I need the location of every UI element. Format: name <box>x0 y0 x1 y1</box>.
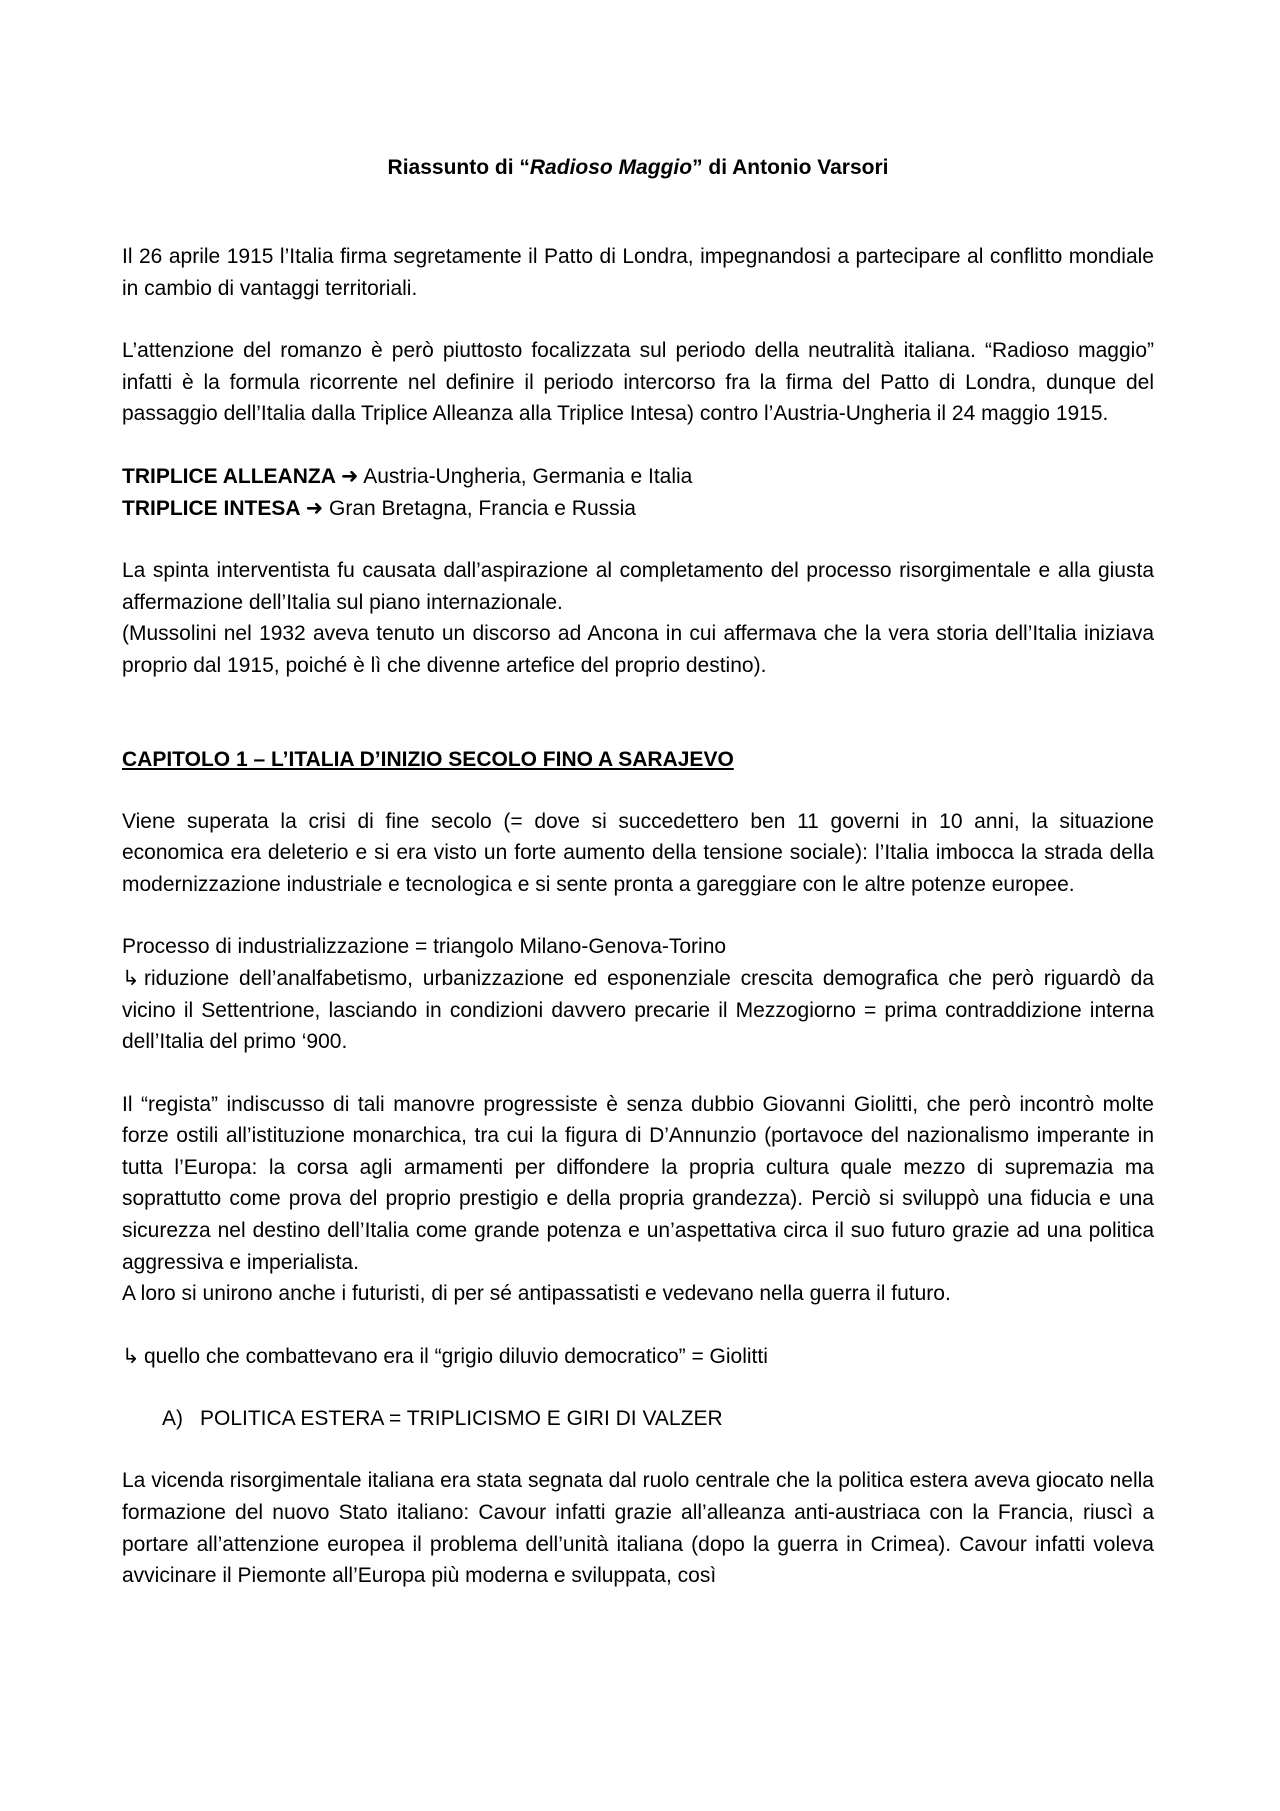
list-marker: A) <box>162 1407 183 1431</box>
list-item-text: POLITICA ESTERA = TRIPLICISMO E GIRI DI VALZER <box>200 1407 723 1431</box>
document-title <box>122 152 1154 183</box>
entente-text: Gran Bretagna, Francia e Russia <box>323 496 636 520</box>
analfabetismo-text: riduzione dell’analfabetismo, urbanizzazione ed esponenziale crescita demografica che però riguardò da vicino il Settentrione, lasciando in condizioni davvero precarie il Mezzogiorno = prima contraddizione interna dell’Italia del primo ‘900. <box>122 966 1154 1054</box>
paragraph-radioso-maggio: L’attenzione del romanzo è però piuttosto focalizzata sul periodo della neutralità italiana. “Radioso maggio” infatti è la formula ricorrente nel definire il periodo intercorso fra la firma del Patto di Londra, dunque del passaggio dell’Italia dalla Triplice Alleanza alla Triplice Intesa) contro l’Austria-Ungheria il 24 maggio 1915. <box>122 339 1154 426</box>
paragraph-spinta-interventista: La spinta interventista fu causata dall’aspirazione al completamento del processo risorgimentale e alla giusta affermazione dell’Italia sul piano internazionale. <box>122 559 1154 614</box>
return-arrow-icon: ↳ <box>122 1344 140 1368</box>
title-prefix: Riassunto di “ <box>387 156 530 179</box>
entente-label: TRIPLICE INTESA ➜ <box>122 496 324 520</box>
alliance-text: Austria-Ungheria, Germania e Italia <box>358 464 693 488</box>
paragraph-grigio-diluvio <box>122 1341 1154 1373</box>
paragraph-crisi-fine-secolo: Viene superata la crisi di fine secolo (= dove si succedettero ben 11 governi in 10 anni, la situazione economica era deleterio e si era visto un forte aumento della tensione sociale): l’Italia imbocca la strada della modernizzazione industriale e tecnologica e si sente pronta a gareggiare con le altre potenze europee. <box>122 809 1154 896</box>
return-arrow-icon: ↳ <box>122 966 140 990</box>
paragraph-giolitti: Il “regista” indiscusso di tali manovre progressiste è senza dubbio Giovanni Giolitti, che però incontrò molte forze ostili all’istituzione monarchica, tra cui la figura di D’Annunzio (portavoce del nazionalismo imperante in tutta l’Europa: la corsa agli armamenti per diffondere la propria cultura quale mezzo di supremazia ma soprattutto come prova del proprio prestigio e della propria grandezza). Perciò si sviluppò una fiducia e una sicurezza nel destino dell’Italia come grande potenza e un’aspettativa circa il suo futuro grazie ad una politica aggressiva e imperialista. <box>122 1092 1154 1274</box>
list-item-politica-estera <box>122 1403 1154 1434</box>
paragraph-mussolini: (Mussolini nel 1932 aveva tenuto un discorso ad Ancona in cui affermava che la vera storia dell’Italia iniziava proprio dal 1915, poiché è lì che divenne artefice del proprio destino). <box>122 622 1154 677</box>
paragraph-patto-londra: Il 26 aprile 1915 l’Italia firma segretamente il Patto di Londra, impegnandosi a partecipare al conflitto mondiale in cambio di vantaggi territoriali. <box>122 245 1154 300</box>
paragraph-cavour: La vicenda risorgimentale italiana era stata segnata dal ruolo centrale che la politica estera aveva giocato nella formazione del nuovo Stato italiano: Cavour infatti grazie all’alleanza anti-austriaca con la Francia, riuscì a portare all’attenzione europea il problema dell’unità italiana (dopo la guerra in Crimea). Cavour infatti voleva avvicinare il Piemonte all’Europa più moderna e sviluppata, così <box>122 1469 1154 1588</box>
grigio-diluvio-text: quello che combattevano era il “grigio diluvio democratico” = Giolitti <box>144 1344 768 1368</box>
title-italic: Radioso Maggio <box>529 156 693 179</box>
paragraph-futuristi: A loro si unirono anche i futuristi, di per sé antipassatisti e vedevano nella guerra il futuro. <box>122 1282 951 1306</box>
title-suffix: ” di Antonio Varsori <box>692 156 889 179</box>
alliance-line <box>122 461 1154 493</box>
entente-line <box>122 493 1154 525</box>
alliance-label: TRIPLICE ALLEANZA ➜ <box>122 464 359 488</box>
chapter-heading: CAPITOLO 1 – L’ITALIA D’INIZIO SECOLO FINO A SARAJEVO <box>122 747 734 771</box>
paragraph-industrializzazione: Processo di industrializzazione = triangolo Milano-Genova-Torino <box>122 935 727 959</box>
paragraph-analfabetismo <box>122 963 1154 1058</box>
